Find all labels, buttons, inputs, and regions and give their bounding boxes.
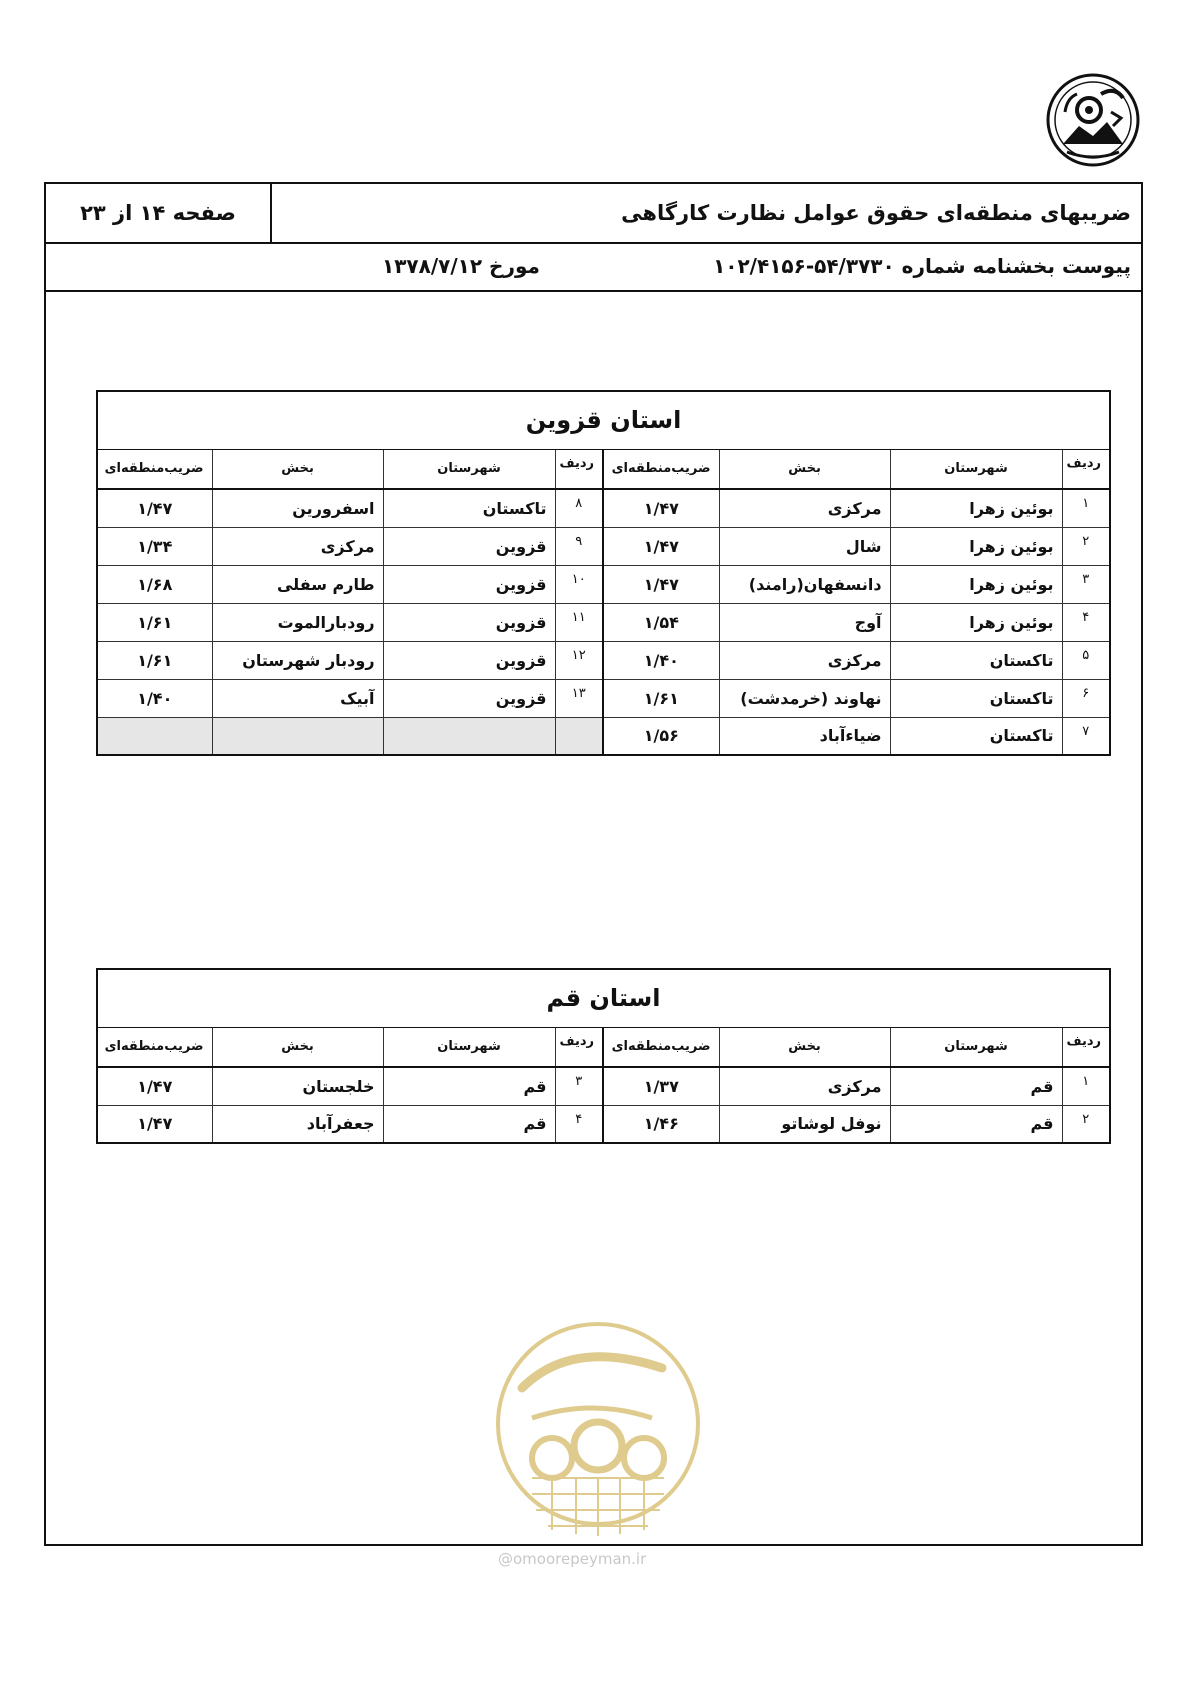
table-row — [97, 1067, 1110, 1105]
cell-row: ۱۳ — [555, 679, 603, 717]
cell-city: بوئین زهرا — [890, 527, 1062, 565]
organization-logo — [1045, 72, 1141, 168]
col-header-city: شهرستان — [890, 449, 1062, 489]
cell-coef: ۱/۴۷ — [603, 565, 719, 603]
col-header-city: شهرستان — [383, 1027, 555, 1067]
header-row-1 — [46, 184, 1141, 244]
cell-coef: ۱/۵۶ — [603, 717, 719, 755]
cell-coef: ۱/۶۸ — [97, 565, 212, 603]
qazvin-province-table — [96, 390, 1111, 756]
cell-coef: ۱/۴۷ — [97, 489, 212, 527]
cell-part: دانسفهان(رامند) — [719, 565, 890, 603]
cell-part: مرکزی — [719, 1067, 890, 1105]
cell-coef: ۱/۳۷ — [603, 1067, 719, 1105]
table-row — [97, 1105, 1110, 1143]
cell-row: ۹ — [555, 527, 603, 565]
empty-cell — [383, 717, 555, 755]
cell-row: ۳ — [1062, 565, 1110, 603]
cell-coef: ۱/۴۰ — [603, 641, 719, 679]
cell-part: طارم سفلی — [212, 565, 383, 603]
cell-city: قزوین — [383, 679, 555, 717]
cell-city: تاکستان — [890, 717, 1062, 755]
cell-city: قم — [890, 1105, 1062, 1143]
cell-part: نوفل لوشاتو — [719, 1105, 890, 1143]
table-row — [97, 603, 1110, 641]
table-row — [97, 527, 1110, 565]
cell-part: جعفرآباد — [212, 1105, 383, 1143]
cell-city: قم — [890, 1067, 1062, 1105]
cell-row: ۴ — [555, 1105, 603, 1143]
cell-row: ۲ — [1062, 527, 1110, 565]
table-row — [97, 679, 1110, 717]
cell-coef: ۱/۵۴ — [603, 603, 719, 641]
cell-city: بوئین زهرا — [890, 565, 1062, 603]
column-header-row — [97, 449, 1110, 489]
cell-city: قزوین — [383, 565, 555, 603]
empty-cell — [97, 717, 212, 755]
empty-cell — [212, 717, 383, 755]
cell-coef: ۱/۴۷ — [603, 489, 719, 527]
col-header-row: ردیف — [1062, 1027, 1110, 1067]
col-header-part: بخش — [212, 449, 383, 489]
cell-coef: ۱/۴۷ — [97, 1067, 212, 1105]
cell-row: ۱۰ — [555, 565, 603, 603]
cell-coef: ۱/۴۶ — [603, 1105, 719, 1143]
cell-row: ۱۱ — [555, 603, 603, 641]
col-header-coef: ضریب‌منطقه‌ای — [603, 1027, 719, 1067]
cell-part: آبیک — [212, 679, 383, 717]
cell-row: ۶ — [1062, 679, 1110, 717]
cell-part: مرکزی — [719, 489, 890, 527]
cell-city: بوئین زهرا — [890, 603, 1062, 641]
cell-city: قم — [383, 1067, 555, 1105]
cell-row: ۷ — [1062, 717, 1110, 755]
cell-coef: ۱/۴۷ — [603, 527, 719, 565]
col-header-city: شهرستان — [890, 1027, 1062, 1067]
header-row-2 — [46, 242, 1141, 292]
table-row — [97, 717, 1110, 755]
cell-part: اسفرورین — [212, 489, 383, 527]
col-header-city: شهرستان — [383, 449, 555, 489]
col-header-row: ردیف — [1062, 449, 1110, 489]
cell-part: رودبار شهرستان — [212, 641, 383, 679]
col-header-part: بخش — [719, 449, 890, 489]
cell-city: قم — [383, 1105, 555, 1143]
cell-part: رودبارالموت — [212, 603, 383, 641]
cell-city: تاکستان — [890, 679, 1062, 717]
table-row — [97, 641, 1110, 679]
cell-part: مرکزی — [212, 527, 383, 565]
col-header-row: ردیف — [555, 1027, 603, 1067]
col-header-part: بخش — [719, 1027, 890, 1067]
column-header-row — [97, 1027, 1110, 1067]
cell-city: قزوین — [383, 603, 555, 641]
document-title: ضریبهای منطقه‌ای حقوق عوامل نظارت کارگاهی — [621, 201, 1131, 225]
cell-city: تاکستان — [890, 641, 1062, 679]
cell-coef: ۱/۶۱ — [97, 641, 212, 679]
cell-row: ۵ — [1062, 641, 1110, 679]
cell-row: ۲ — [1062, 1105, 1110, 1143]
table-row — [97, 489, 1110, 527]
cell-row: ۴ — [1062, 603, 1110, 641]
cell-city: قزوین — [383, 527, 555, 565]
table-row — [97, 565, 1110, 603]
cell-row: ۳ — [555, 1067, 603, 1105]
watermark-url: @omoorepeyman.ir — [498, 1550, 647, 1568]
cell-coef: ۱/۳۴ — [97, 527, 212, 565]
circular-date: مورخ ۱۳۷۸/۷/۱۲ — [382, 254, 540, 278]
cell-part: ضیاءآباد — [719, 717, 890, 755]
cell-coef: ۱/۶۱ — [97, 603, 212, 641]
cell-city: بوئین زهرا — [890, 489, 1062, 527]
col-header-coef: ضریب‌منطقه‌ای — [603, 449, 719, 489]
cell-part: خلجستان — [212, 1067, 383, 1105]
cell-part: نهاوند (خرمدشت) — [719, 679, 890, 717]
cell-coef: ۱/۶۱ — [603, 679, 719, 717]
cell-coef: ۱/۴۰ — [97, 679, 212, 717]
cell-city: قزوین — [383, 641, 555, 679]
cell-row: ۸ — [555, 489, 603, 527]
province-title: استان قم — [97, 969, 1110, 1027]
qom-province-table — [96, 968, 1111, 1144]
province-title: استان قزوین — [97, 391, 1110, 449]
page-number: صفحه ۱۴ از ۲۳ — [46, 184, 272, 242]
col-header-part: بخش — [212, 1027, 383, 1067]
cell-row: ۱ — [1062, 489, 1110, 527]
cell-part: شال — [719, 527, 890, 565]
cell-row: ۱۲ — [555, 641, 603, 679]
cell-row: ۱ — [1062, 1067, 1110, 1105]
circular-reference: پیوست بخشنامه شماره ۵۴/۳۷۳۰-۱۰۲/۴۱۵۶ — [713, 254, 1131, 278]
empty-cell — [555, 717, 603, 755]
col-header-coef: ضریب‌منطقه‌ای — [97, 1027, 212, 1067]
cell-city: تاکستان — [383, 489, 555, 527]
col-header-coef: ضریب‌منطقه‌ای — [97, 449, 212, 489]
watermark-seal — [492, 1318, 704, 1558]
cell-part: آوج — [719, 603, 890, 641]
cell-part: مرکزی — [719, 641, 890, 679]
col-header-row: ردیف — [555, 449, 603, 489]
cell-coef: ۱/۴۷ — [97, 1105, 212, 1143]
